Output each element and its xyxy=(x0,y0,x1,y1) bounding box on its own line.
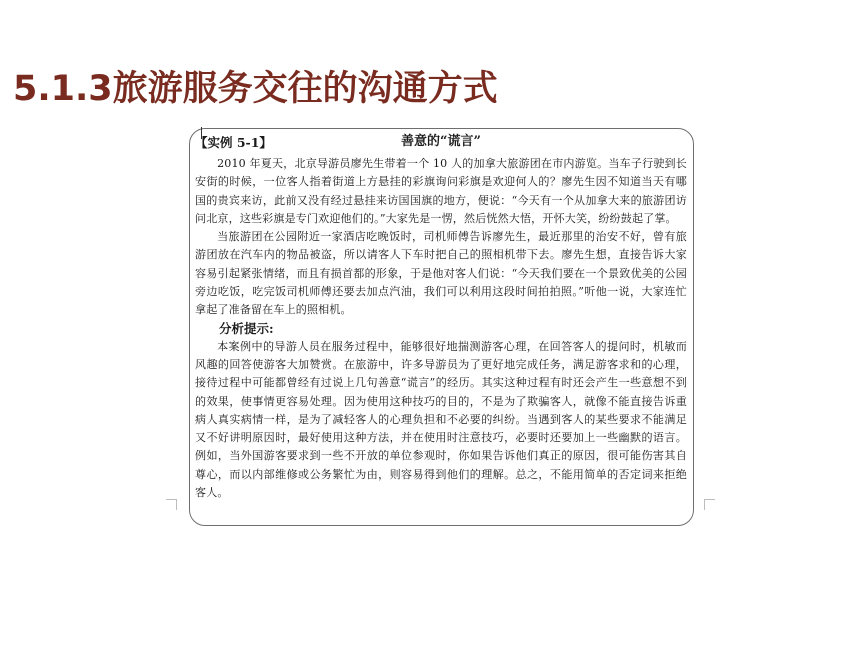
case-title: 善意的“谎言” xyxy=(401,134,481,149)
slide-title: 5.1.3旅游服务交往的沟通方式 xyxy=(13,69,498,109)
analysis-heading: 分析提示: xyxy=(219,320,274,336)
analysis-paragraph: 本案例中的导游人员在服务过程中，能够很好地揣测游客心理，在回答客人的提问时，机敏而风趣的回答使游客大加赞赏。在旅游中，许多导游员为了更好地完成任务，满足游客求和的心理，接待过程中可能都曾经有过说上几句善意“谎言”的经历。其实这种过程有时还会产生一些意想不到的效果，使事情更容易处理。因为使用这种技巧的目的，不是为了欺骗客人，就像不能直接告诉重病人真实病情一样，是为了减轻客人的心理负担和不必要的纠纷。当遇到客人的某些要求不能满足又不好讲明原因时，最好使用这种方法，并在使用时注意技巧，必要时还要加上一些幽默的语言。例如，当外国游客要求到一些不开放的单位参观时，你如果告诉他们真正的原因，很可能伤害其自尊心，而以内部维修或公务繁忙为由，则容易得到他们的理解。总之，不能用简单的否定词来拒绝客人。 xyxy=(195,339,687,500)
case-paragraph-1: 2010 年夏天，北京导游员廖先生带着一个 10 人的加拿大旅游团在市内游览。当车子行驶到长安街的时候，一位客人指着街道上方悬挂的彩旗询问彩旗是欢迎何人的？廖先生因不知道当天有哪国的贵宾来访，此前又没有经过悬挂来访国国旗的地方，便说：“今天有一个从加拿大来的旅游团访问北京，这些彩旗是专门欢迎他们的。”大家先是一愣，然后恍然大悟，开怀大笑，纷纷鼓起了掌。 xyxy=(195,157,687,225)
case-header xyxy=(195,133,687,155)
case-label: 【实例 5-1】 xyxy=(195,135,272,150)
case-content xyxy=(195,133,687,502)
crop-mark-right xyxy=(704,499,715,510)
case-paragraph-2: 当旅游团在公园附近一家酒店吃晚饭时，司机师傅告诉廖先生，最近那里的治安不好，曾有旅游团放在汽车内的物品被盗，所以请客人下车时把自己的照相机带下去。廖先生想，直接告诉大家容易引起紧张情绪，而且有损首都的形象，于是他对客人们说：“今天我们要在一个景致优美的公园旁边吃饭，吃完饭司机师傅还要去加点汽油，我们可以利用这段时间拍拍照。”听他一说，大家连忙拿起了准备留在车上的照相机。 xyxy=(195,230,687,317)
crop-mark-left xyxy=(166,499,177,510)
